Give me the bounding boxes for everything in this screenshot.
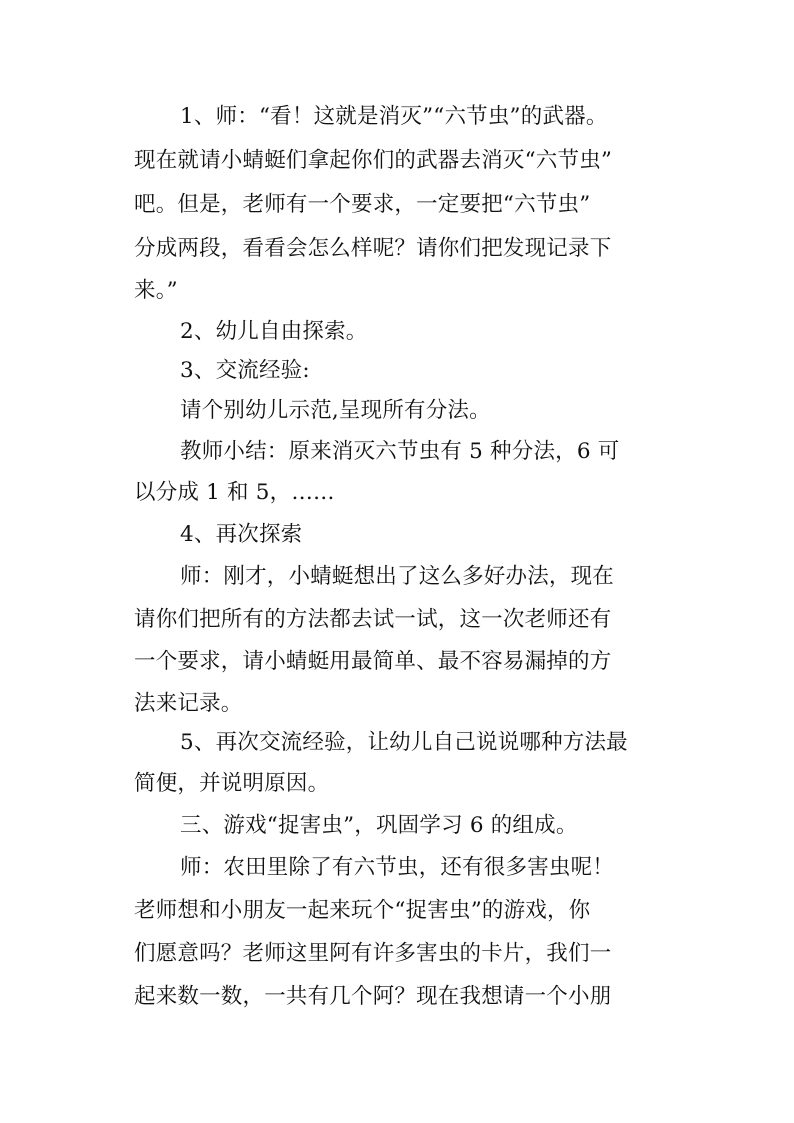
text-line: 三、游戏“捉害虫”，巩固学习 6 的组成。 <box>180 813 578 838</box>
text-line: 4、再次探索 <box>180 522 303 547</box>
text-line: 一个要求，请小蜻蜓用最简单、最不容易漏掉的方 <box>134 649 612 674</box>
text-line: 法来记录。 <box>134 691 243 716</box>
text-line: 们愿意吗？老师这里阿有许多害虫的卡片，我们一 <box>134 941 612 966</box>
text-line: 吧。但是，老师有一个要求，一定要把“六节虫” <box>134 192 591 217</box>
text-line: 请个别幼儿示范,呈现所有分法。 <box>180 398 491 423</box>
text-line: 分成两段，看看会怎么样呢？请你们把发现记录下 <box>134 236 612 261</box>
text-line: 老师想和小朋友一起来玩个“捉害虫”的游戏，你 <box>134 898 591 923</box>
text-line: 师：农田里除了有六节虫，还有很多害虫呢！ <box>180 855 615 880</box>
text-line: 5、再次交流经验，让幼儿自己说说哪种方法最 <box>180 730 628 755</box>
text-line: 简便，并说明原因。 <box>134 771 330 796</box>
text-line: 请你们把所有的方法都去试一试，这一次老师还有 <box>134 607 612 632</box>
text-line: 3、交流经验: <box>180 358 310 383</box>
text-line: 现在就请小蜻蜓们拿起你们的武器去消灭“六节虫” <box>134 148 613 173</box>
text-line: 师：刚才，小蜻蜓想出了这么多好办法，现在 <box>180 564 615 589</box>
text-line: 来。” <box>134 278 178 303</box>
text-line: 起来数一数，一共有几个阿？现在我想请一个小朋 <box>134 984 612 1009</box>
text-line: 教师小结：原来消灭六节虫有 5 种分法，6 可 <box>180 439 620 464</box>
text-line: 以分成 1 和 5，…… <box>134 480 335 505</box>
text-line: 2、幼儿自由探索。 <box>180 319 368 344</box>
text-line: 1、师：“看！这就是消灭”“六节虫”的武器。 <box>180 104 608 129</box>
